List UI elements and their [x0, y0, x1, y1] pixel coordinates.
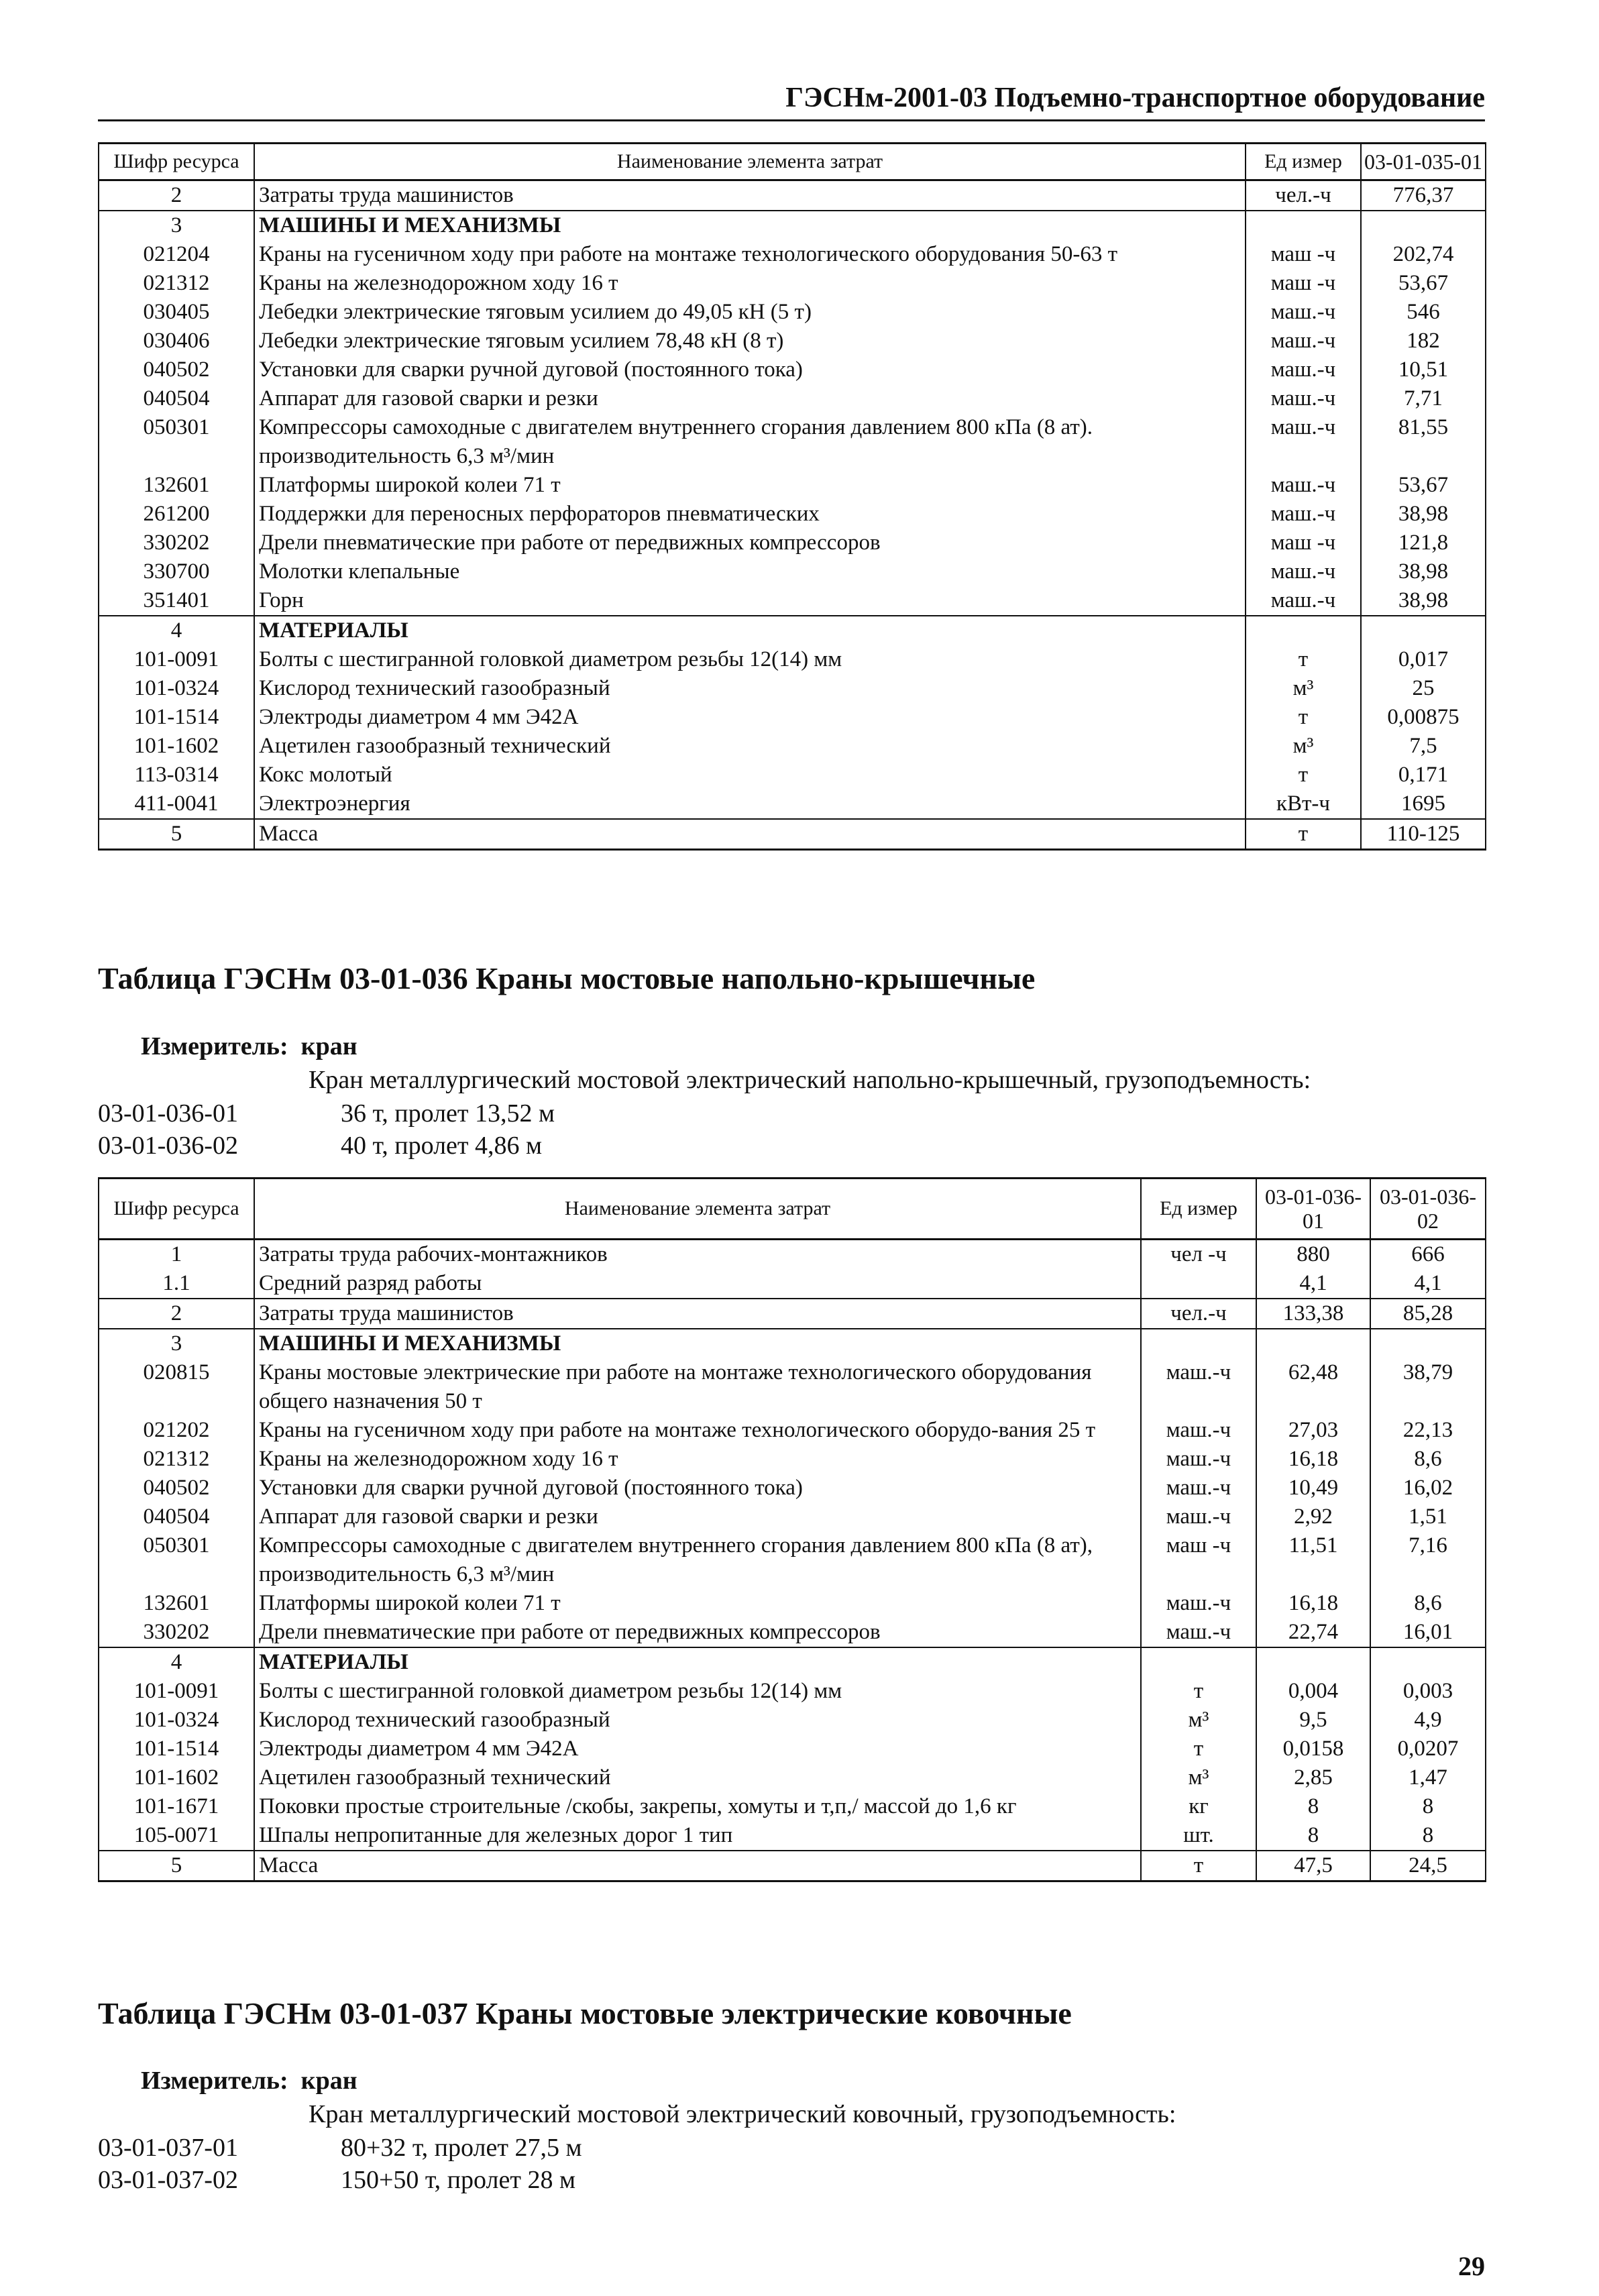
cell-value-2: 4,9: [1370, 1706, 1486, 1735]
col-header-name: Наименование элемента затрат: [254, 1179, 1141, 1240]
table-title-037: Таблица ГЭСНм 03-01-037 Краны мостовые электрические ковочные: [98, 1996, 1072, 2030]
cell-code: 101-0091: [99, 645, 254, 674]
table-row: [99, 1240, 1486, 1270]
cell-value-2: 16,01: [1370, 1618, 1486, 1647]
variant-text: 150+50 т, пролет 28 м: [341, 2166, 575, 2194]
cell-name: Компрессоры самоходные с двигателем внутреннего сгорания давлением 800 кПа (8 ат). производительность 6,3 м³/мин: [254, 413, 1246, 471]
cell-name: Ацетилен газообразный технический: [254, 732, 1246, 761]
cell-name: Шпалы непропитанные для железных дорог 1 тип: [254, 1821, 1141, 1851]
cell-unit: маш -ч: [1141, 1531, 1256, 1589]
cell-value-2: 1,47: [1370, 1763, 1486, 1792]
cell-name: Ацетилен газообразный технический: [254, 1763, 1141, 1792]
cell-value-1: 16,18: [1256, 1445, 1370, 1474]
cell-value-2: 8: [1370, 1821, 1486, 1851]
cell-value-2: [1370, 1329, 1486, 1358]
cell-name: Электроэнергия: [254, 789, 1246, 819]
cell-value-1: 121,8: [1361, 529, 1486, 557]
meter-line-036: [141, 1032, 357, 1061]
cell-unit: т: [1246, 703, 1361, 732]
table-row: [99, 1269, 1486, 1299]
cell-value-1: 776,37: [1361, 180, 1486, 211]
table-row: [99, 645, 1486, 674]
meter-value: кран: [300, 2067, 357, 2095]
table-row: [99, 586, 1486, 616]
table-row: [99, 211, 1486, 240]
cell-unit: кВт-ч: [1246, 789, 1361, 819]
cell-name: Масса: [254, 819, 1246, 850]
cell-code: 101-0324: [99, 1706, 254, 1735]
variant-text: 40 т, пролет 4,86 м: [341, 1132, 543, 1160]
cell-name: Платформы широкой колеи 71 т: [254, 471, 1246, 500]
cell-code: 132601: [99, 1589, 254, 1618]
cell-name: Электроды диаметром 4 мм Э42А: [254, 703, 1246, 732]
cell-code: 021312: [99, 1445, 254, 1474]
cell-unit: маш.-ч: [1246, 586, 1361, 616]
page-number: 29: [1458, 2251, 1485, 2281]
table-row: [99, 1618, 1486, 1647]
cell-code: 040502: [99, 356, 254, 384]
col-header-variant-2: 03-01-036-02: [1370, 1179, 1486, 1240]
table-header-row: [99, 1179, 1486, 1240]
cell-value-2: [1370, 1647, 1486, 1677]
cell-code: 101-1602: [99, 732, 254, 761]
cell-unit: [1141, 1329, 1256, 1358]
cell-unit: т: [1246, 645, 1361, 674]
cell-unit: т: [1246, 819, 1361, 850]
cell-unit: маш.-ч: [1246, 500, 1361, 529]
cell-name: Краны на гусеничном ходу при работе на монтаже технологического оборудования 50-63 т: [254, 240, 1246, 269]
cell-value-1: [1361, 616, 1486, 645]
cell-code: 021312: [99, 269, 254, 298]
col-header-name: Наименование элемента затрат: [254, 144, 1246, 180]
table-row: [99, 1706, 1486, 1735]
table-row: [99, 1851, 1486, 1881]
cell-unit: маш.-ч: [1141, 1502, 1256, 1531]
cell-code: 132601: [99, 471, 254, 500]
table-row: [99, 761, 1486, 789]
cell-code: 101-1671: [99, 1792, 254, 1821]
cell-value-1: 1695: [1361, 789, 1486, 819]
table-row: [99, 384, 1486, 413]
cell-value-1: [1256, 1647, 1370, 1677]
table-row: [99, 789, 1486, 819]
cell-value-2: 0,0207: [1370, 1735, 1486, 1763]
cell-value-1: 4,1: [1256, 1269, 1370, 1299]
table-row: [99, 1329, 1486, 1358]
cell-value-2: 24,5: [1370, 1851, 1486, 1881]
cell-unit: маш -ч: [1246, 529, 1361, 557]
variant-row: [98, 2165, 575, 2195]
cell-code: 050301: [99, 413, 254, 471]
cell-code: 3: [99, 211, 254, 240]
cell-name: Платформы широкой колеи 71 т: [254, 1589, 1141, 1618]
cell-code: 330202: [99, 529, 254, 557]
cell-name: Болты с шестигранной головкой диаметром резьбы 12(14) мм: [254, 645, 1246, 674]
table-row: [99, 1763, 1486, 1792]
variant-row: [98, 2133, 582, 2163]
cell-name: Краны на гусеничном ходу при работе на монтаже технологического оборудо-вания 25 т: [254, 1416, 1141, 1445]
cell-name: Краны на железнодорожном ходу 16 т: [254, 269, 1246, 298]
cell-name: Затраты труда машинистов: [254, 180, 1246, 211]
cell-code: 113-0314: [99, 761, 254, 789]
cell-name: Лебедки электрические тяговым усилием до 49,05 кН (5 т): [254, 298, 1246, 327]
cell-name: Кокс молотый: [254, 761, 1246, 789]
cell-name: Дрели пневматические при работе от передвижных компрессоров: [254, 529, 1246, 557]
cell-value-1: 182: [1361, 327, 1486, 356]
cell-name: Поддержки для переносных перфораторов пневматических: [254, 500, 1246, 529]
table-row: [99, 732, 1486, 761]
cell-unit: маш.-ч: [1246, 298, 1361, 327]
cell-value-1: 0,0158: [1256, 1735, 1370, 1763]
cell-unit: т: [1141, 1677, 1256, 1706]
cell-code: 020815: [99, 1358, 254, 1416]
table-row: [99, 471, 1486, 500]
cell-code: 105-0071: [99, 1821, 254, 1851]
cell-code: 2: [99, 1299, 254, 1329]
variant-code: 03-01-037-01: [98, 2134, 238, 2162]
cell-value-1: 10,51: [1361, 356, 1486, 384]
cell-code: 2: [99, 180, 254, 211]
cell-name: Кислород технический газообразный: [254, 1706, 1141, 1735]
cell-name: Кислород технический газообразный: [254, 674, 1246, 703]
cell-value-2: 8,6: [1370, 1589, 1486, 1618]
table-row: [99, 557, 1486, 586]
cell-name: МАШИНЫ И МЕХАНИЗМЫ: [254, 1329, 1141, 1358]
col-header-code: Шифр ресурса: [99, 1179, 254, 1240]
table-row: [99, 240, 1486, 269]
cell-unit: маш.-ч: [1141, 1358, 1256, 1416]
table-row: [99, 413, 1486, 471]
cell-value-2: 8,6: [1370, 1445, 1486, 1474]
table-row: [99, 327, 1486, 356]
cell-name: Дрели пневматические при работе от передвижных компрессоров: [254, 1618, 1141, 1647]
cell-value-1: 47,5: [1256, 1851, 1370, 1881]
cell-name: Краны на железнодорожном ходу 16 т: [254, 1445, 1141, 1474]
variant-code: 03-01-036-02: [98, 1132, 238, 1160]
variant-description-036: Кран металлургический мостовой электрический напольно-крышечный, грузоподъемность:: [309, 1066, 1311, 1094]
cell-code: 101-0324: [99, 674, 254, 703]
cell-value-2: 16,02: [1370, 1474, 1486, 1502]
cell-value-1: 11,51: [1256, 1531, 1370, 1589]
col-header-code: Шифр ресурса: [99, 144, 254, 180]
table-row: [99, 703, 1486, 732]
table-row: [99, 1792, 1486, 1821]
variant-row: [98, 1099, 555, 1128]
cell-value-2: 0,003: [1370, 1677, 1486, 1706]
table-row: [99, 674, 1486, 703]
cell-name: Затраты труда машинистов: [254, 1299, 1141, 1329]
cell-unit: [1246, 211, 1361, 240]
cell-value-1: 2,92: [1256, 1502, 1370, 1531]
table-row: [99, 616, 1486, 645]
cell-unit: т: [1246, 761, 1361, 789]
cell-name: Средний разряд работы: [254, 1269, 1141, 1299]
cell-code: 040502: [99, 1474, 254, 1502]
cell-code: 411-0041: [99, 789, 254, 819]
cell-code: 021204: [99, 240, 254, 269]
cell-unit: маш.-ч: [1246, 413, 1361, 471]
cell-name: МАТЕРИАЛЫ: [254, 616, 1246, 645]
cell-unit: маш.-ч: [1246, 471, 1361, 500]
table-row: [99, 180, 1486, 211]
table-row: [99, 269, 1486, 298]
cell-value-1: 0,004: [1256, 1677, 1370, 1706]
cell-name: Затраты труда рабочих-монтажников: [254, 1240, 1141, 1270]
cell-unit: чел.-ч: [1141, 1299, 1256, 1329]
col-header-variant-1: 03-01-036-01: [1256, 1179, 1370, 1240]
col-header-unit: Ед измер: [1141, 1179, 1256, 1240]
cell-value-1: 22,74: [1256, 1618, 1370, 1647]
cell-unit: маш.-ч: [1141, 1589, 1256, 1618]
cell-code: 040504: [99, 1502, 254, 1531]
cell-value-1: [1256, 1329, 1370, 1358]
cell-code: 330202: [99, 1618, 254, 1647]
cell-name: Лебедки электрические тяговым усилием 78,48 кН (8 т): [254, 327, 1246, 356]
cell-value-1: 38,98: [1361, 557, 1486, 586]
cell-value-1: 38,98: [1361, 500, 1486, 529]
table-row: [99, 1299, 1486, 1329]
variant-description-037: Кран металлургический мостовой электрический ковочный, грузоподъемность:: [309, 2100, 1176, 2128]
cell-value-2: 1,51: [1370, 1502, 1486, 1531]
cell-unit: т: [1141, 1851, 1256, 1881]
cell-value-2: 85,28: [1370, 1299, 1486, 1329]
cell-name: Аппарат для газовой сварки и резки: [254, 384, 1246, 413]
cell-value-2: 7,16: [1370, 1531, 1486, 1589]
cell-unit: маш -ч: [1246, 240, 1361, 269]
cell-code: 101-0091: [99, 1677, 254, 1706]
table-row: [99, 819, 1486, 850]
cell-code: 330700: [99, 557, 254, 586]
cell-code: 4: [99, 1647, 254, 1677]
col-header-unit: Ед измер: [1246, 144, 1361, 180]
meter-label: Измеритель:: [141, 2067, 288, 2095]
cell-value-1: 546: [1361, 298, 1486, 327]
cell-code: 030406: [99, 327, 254, 356]
cell-code: 1: [99, 1240, 254, 1270]
table-header-row: [99, 144, 1486, 180]
table-row: [99, 1474, 1486, 1502]
cell-value-1: 880: [1256, 1240, 1370, 1270]
cell-value-1: [1361, 211, 1486, 240]
resource-table-036: [98, 1177, 1486, 1882]
cell-unit: кг: [1141, 1792, 1256, 1821]
cell-code: 261200: [99, 500, 254, 529]
resource-table-035: [98, 142, 1486, 851]
table-row: [99, 1445, 1486, 1474]
cell-code: 351401: [99, 586, 254, 616]
cell-unit: маш.-ч: [1141, 1474, 1256, 1502]
running-header: ГЭСНм-2001-03 Подъемно-транспортное оборудование: [98, 82, 1485, 121]
cell-value-1: 38,98: [1361, 586, 1486, 616]
cell-code: 5: [99, 1851, 254, 1881]
cell-unit: маш.-ч: [1141, 1618, 1256, 1647]
cell-unit: маш.-ч: [1246, 557, 1361, 586]
table-row: [99, 529, 1486, 557]
cell-code: 101-1514: [99, 1735, 254, 1763]
table-row: [99, 298, 1486, 327]
cell-value-1: 9,5: [1256, 1706, 1370, 1735]
table-row: [99, 1647, 1486, 1677]
cell-unit: м³: [1141, 1706, 1256, 1735]
cell-code: 101-1514: [99, 703, 254, 732]
cell-name: Масса: [254, 1851, 1141, 1881]
cell-code: 050301: [99, 1531, 254, 1589]
cell-value-1: 10,49: [1256, 1474, 1370, 1502]
cell-name: Молотки клепальные: [254, 557, 1246, 586]
cell-unit: маш.-ч: [1141, 1445, 1256, 1474]
cell-unit: [1246, 616, 1361, 645]
cell-code: 4: [99, 616, 254, 645]
cell-unit: чел -ч: [1141, 1240, 1256, 1270]
cell-unit: [1141, 1269, 1256, 1299]
cell-name: Краны мостовые электрические при работе на монтаже технологического оборудования общего назначения 50 т: [254, 1358, 1141, 1416]
cell-name: Аппарат для газовой сварки и резки: [254, 1502, 1141, 1531]
cell-value-1: 133,38: [1256, 1299, 1370, 1329]
cell-value-1: 110-125: [1361, 819, 1486, 850]
cell-unit: маш -ч: [1246, 269, 1361, 298]
table-row: [99, 500, 1486, 529]
cell-unit: маш.-ч: [1246, 356, 1361, 384]
cell-value-1: 81,55: [1361, 413, 1486, 471]
cell-name: МАШИНЫ И МЕХАНИЗМЫ: [254, 211, 1246, 240]
cell-name: Поковки простые строительные /скобы, закрепы, хомуты и т,п,/ массой до 1,6 кг: [254, 1792, 1141, 1821]
cell-name: Горн: [254, 586, 1246, 616]
meter-label: Измеритель:: [141, 1032, 288, 1060]
cell-unit: м³: [1246, 732, 1361, 761]
variant-row: [98, 1131, 542, 1160]
cell-code: 1.1: [99, 1269, 254, 1299]
cell-value-1: 8: [1256, 1792, 1370, 1821]
meter-value: кран: [300, 1032, 357, 1060]
cell-unit: маш.-ч: [1141, 1416, 1256, 1445]
table-row: [99, 356, 1486, 384]
col-header-variant-1: 03-01-035-01: [1361, 144, 1486, 180]
cell-value-1: 25: [1361, 674, 1486, 703]
cell-name: Компрессоры самоходные с двигателем внутреннего сгорания давлением 800 кПа (8 ат), производительность 6,3 м³/мин: [254, 1531, 1141, 1589]
variant-text: 36 т, пролет 13,52 м: [341, 1099, 555, 1128]
cell-value-1: 0,017: [1361, 645, 1486, 674]
cell-value-1: 16,18: [1256, 1589, 1370, 1618]
table-row: [99, 1416, 1486, 1445]
cell-value-1: 53,67: [1361, 471, 1486, 500]
cell-name: Установки для сварки ручной дуговой (постоянного тока): [254, 1474, 1141, 1502]
cell-value-1: 2,85: [1256, 1763, 1370, 1792]
cell-value-1: 8: [1256, 1821, 1370, 1851]
cell-value-1: 62,48: [1256, 1358, 1370, 1416]
cell-unit: шт.: [1141, 1821, 1256, 1851]
cell-value-1: 0,171: [1361, 761, 1486, 789]
cell-unit: маш.-ч: [1246, 384, 1361, 413]
cell-unit: м³: [1141, 1763, 1256, 1792]
table-row: [99, 1821, 1486, 1851]
cell-name: Болты с шестигранной головкой диаметром резьбы 12(14) мм: [254, 1677, 1141, 1706]
variant-text: 80+32 т, пролет 27,5 м: [341, 2134, 582, 2162]
table-row: [99, 1502, 1486, 1531]
cell-value-2: 22,13: [1370, 1416, 1486, 1445]
cell-value-2: 666: [1370, 1240, 1486, 1270]
variant-code: 03-01-037-02: [98, 2166, 238, 2194]
cell-name: Установки для сварки ручной дуговой (постоянного тока): [254, 356, 1246, 384]
table-row: [99, 1677, 1486, 1706]
cell-value-1: 0,00875: [1361, 703, 1486, 732]
cell-unit: [1141, 1647, 1256, 1677]
cell-name: МАТЕРИАЛЫ: [254, 1647, 1141, 1677]
cell-unit: т: [1141, 1735, 1256, 1763]
cell-code: 101-1602: [99, 1763, 254, 1792]
cell-value-1: 7,71: [1361, 384, 1486, 413]
meter-line-037: [141, 2066, 357, 2095]
variant-code: 03-01-036-01: [98, 1099, 238, 1128]
cell-value-2: 4,1: [1370, 1269, 1486, 1299]
cell-code: 5: [99, 819, 254, 850]
cell-value-1: 53,67: [1361, 269, 1486, 298]
cell-value-1: 7,5: [1361, 732, 1486, 761]
cell-code: 3: [99, 1329, 254, 1358]
cell-code: 021202: [99, 1416, 254, 1445]
table-row: [99, 1735, 1486, 1763]
cell-value-2: 38,79: [1370, 1358, 1486, 1416]
cell-code: 040504: [99, 384, 254, 413]
table-row: [99, 1531, 1486, 1589]
table-row: [99, 1358, 1486, 1416]
cell-code: 030405: [99, 298, 254, 327]
cell-value-1: 27,03: [1256, 1416, 1370, 1445]
table-title-036: Таблица ГЭСНм 03-01-036 Краны мостовые напольно-крышечные: [98, 961, 1036, 995]
cell-unit: маш.-ч: [1246, 327, 1361, 356]
cell-name: Электроды диаметром 4 мм Э42А: [254, 1735, 1141, 1763]
table-row: [99, 1589, 1486, 1618]
cell-unit: м³: [1246, 674, 1361, 703]
cell-value-2: 8: [1370, 1792, 1486, 1821]
cell-value-1: 202,74: [1361, 240, 1486, 269]
cell-unit: чел.-ч: [1246, 180, 1361, 211]
